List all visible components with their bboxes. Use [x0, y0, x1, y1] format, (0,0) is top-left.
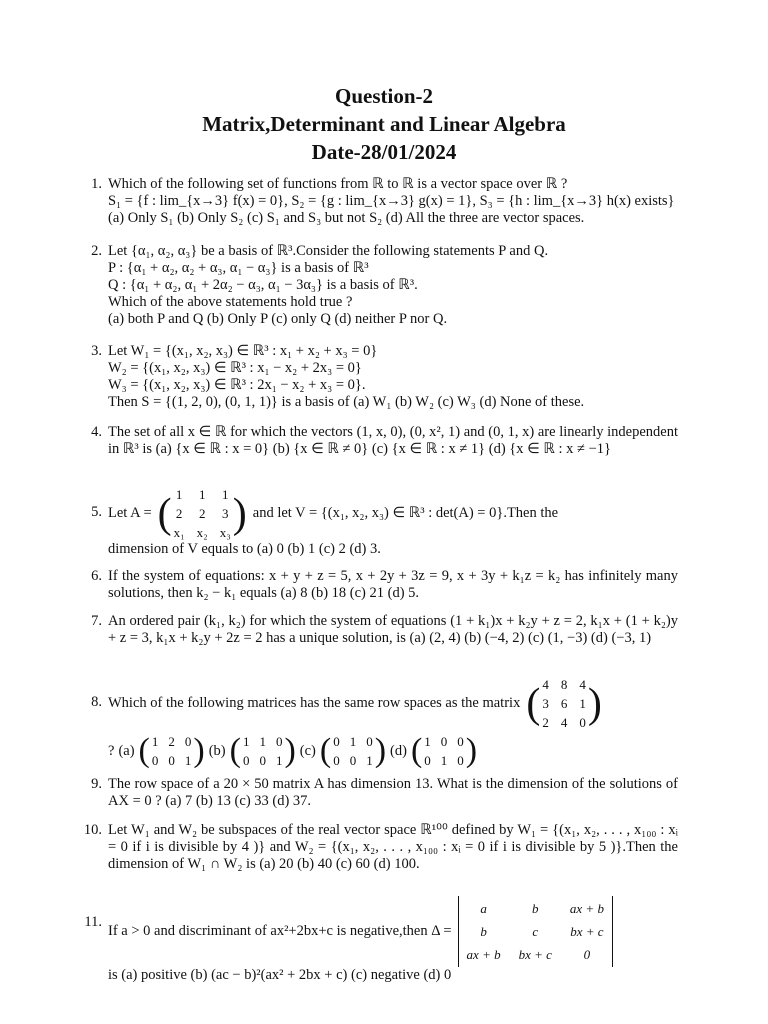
matrix-cell: x₁ — [173, 525, 185, 540]
question-8 — [91, 676, 678, 769]
matrix-cell: 1 — [184, 753, 192, 768]
question-3 — [91, 343, 678, 411]
doc-title: Question-2 — [334, 84, 433, 108]
question-text: Let A = — [108, 505, 152, 521]
option-b-label: (b) — [208, 742, 226, 759]
matrix-cell: 6 — [560, 696, 568, 711]
option-d-label: (d) — [390, 742, 407, 759]
matrix-cell: 2 — [198, 506, 206, 521]
question-2 — [91, 243, 678, 328]
matrix-cell: 0 — [151, 753, 159, 768]
answer-options: (a) Only S₁ (b) Only S₂ (c) S₁ and S₃ but not S₂ (d) All the three are vector spaces. — [108, 210, 585, 226]
question-text: Let W₁ = {(x₁, x₂, x₃) ∈ ℝ³ : x₁ + x₂ + x₃ = 0} — [108, 343, 378, 359]
matrix-cell: 1 — [424, 734, 431, 749]
option-c-label: (c) — [299, 742, 316, 759]
matrix-cell: 1 — [221, 487, 229, 502]
matrix-cell: x₂ — [196, 525, 208, 540]
det-cell: c — [532, 924, 539, 939]
det-cell: bx + c — [518, 947, 552, 962]
question-4 — [91, 424, 678, 458]
question-number: 4. — [91, 424, 102, 440]
question-text: S₁ = {f : lim_{x→3} f(x) = 0}, S₂ = {g : lim_{x→3} g(x) = 1}, S₃ = {h : lim_{x→3} h(x) exists} — [108, 193, 675, 209]
matrix-cell: 0 — [333, 753, 340, 768]
matrix-cell: 1 — [366, 753, 373, 768]
matrix-cell: 0 — [457, 753, 464, 768]
question-10 — [83, 822, 678, 873]
question-text: W₂ = {(x₁, x₂, x₃) ∈ ℝ³ : x₁ − x₂ + 2x₃ = 0} — [108, 360, 362, 376]
matrix-cell: 2 — [175, 506, 183, 521]
matrix-cell: 0 — [184, 734, 192, 749]
matrix-cell: 1 — [579, 696, 586, 711]
question-text: P : {α₁ + α₂, α₂ + α₃, α₁ − α₃} is a basis of ℝ³ — [108, 260, 369, 276]
question-number: 9. — [91, 776, 102, 792]
matrix-cell: 0 — [440, 734, 448, 749]
question-mark: ? — [108, 742, 115, 759]
matrix-cell: 1 — [349, 734, 357, 749]
option-c-matrix: ( 0 1 0 0 0 1 ) — [319, 732, 387, 769]
matrix-cell: 1 — [440, 753, 448, 768]
matrix-cell: 1 — [151, 734, 159, 749]
answer-options: dimension of V equals to (a) 0 (b) 1 (c) 2 (d) 3. — [108, 541, 381, 557]
question-text: Which of the following matrices has the same row spaces as the matrix — [108, 695, 521, 711]
det-cell: a — [480, 901, 487, 916]
matrix-cell: 4 — [542, 677, 549, 692]
question-number: 7. — [91, 613, 102, 629]
matrix-a: ( 1 1 1 2 2 3 x₁ x₂ x₃ ) — [157, 487, 247, 540]
doc-date: Date-28/01/2024 — [311, 140, 457, 164]
matrix-cell: 0 — [424, 753, 431, 768]
matrix-cell: 8 — [560, 677, 568, 692]
question-5 — [91, 486, 678, 558]
matrix-cell: 4 — [560, 715, 568, 730]
question-number: 10. — [83, 822, 102, 838]
matrix-cell: 3 — [221, 506, 229, 521]
doc-subject: Matrix,Determinant and Linear Algebra — [202, 112, 566, 136]
question-text: If a > 0 and discriminant of ax²+2bx+c is negative,then Δ = — [108, 923, 452, 939]
determinant — [458, 896, 613, 967]
det-cell: 0 — [583, 947, 591, 962]
question-text: If the system of equations: x + y + z = 5, x + 2y + 3z = 9, x + 3y + k₁z = k₂ has infinitely many solutions, then k₂ − k₁ equals (a) 8 (b) 18 (c) 21 (d) 5. — [108, 568, 678, 601]
det-cell: ax + b — [466, 947, 501, 962]
det-cell: ax + b — [569, 901, 604, 916]
matrix-cell: 0 — [242, 753, 250, 768]
answer-options: is (a) positive (b) (ac − b)²(ax² + 2bx + c) (c) negative (d) 0 — [108, 967, 452, 983]
matrix-cell: 1 — [175, 487, 183, 502]
reference-matrix: ( 4 8 4 3 6 1 2 4 0 ) — [526, 677, 602, 730]
question-9 — [91, 776, 678, 810]
matrix-cell: 0 — [457, 734, 464, 749]
question-7 — [91, 613, 678, 647]
question-text: Q : {α₁ + α₂, α₁ + 2α₂ − α₃, α₁ − 3α₃} is a basis of ℝ³. — [108, 277, 418, 293]
matrix-cell: 1 — [198, 487, 206, 502]
matrix-cell: 1 — [275, 753, 283, 768]
answer-options: Then S = {(1, 2, 0), (0, 1, 1)} is a basis of (a) W₁ (b) W₂ (c) W₃ (d) None of these. — [108, 394, 585, 410]
option-a-label: (a) — [118, 742, 135, 759]
matrix-cell: 2 — [168, 734, 175, 749]
matrix-cell: 0 — [366, 734, 373, 749]
matrix-cell: 0 — [349, 753, 357, 768]
matrix-cell: x₃ — [219, 525, 231, 540]
question-text: and let V = {(x₁, x₂, x₃) ∈ ℝ³ : det(A) = 0}.Then the — [252, 505, 559, 521]
matrix-cell: 1 — [259, 734, 266, 749]
question-number: 11. — [84, 914, 102, 930]
question-11 — [84, 896, 678, 984]
matrix-cell: 0 — [259, 753, 266, 768]
question-text: Which of the following set of functions from ℝ to ℝ is a vector space over ℝ ? — [108, 176, 568, 192]
matrix-cell: 0 — [168, 753, 175, 768]
option-b-matrix: ( 1 1 0 0 0 1 ) — [229, 732, 296, 769]
question-text: Let {α₁, α₂, α₃} be a basis of ℝ³.Consider the following statements P and Q. — [108, 243, 549, 259]
question-text: The set of all x ∈ ℝ for which the vectors (1, x, 0), (0, x², 1) and (0, 1, x) are linearly independent in ℝ³ is (a) {x ∈ ℝ : x = 0} (b) {x ∈ ℝ ≠ 0} (c) {x ∈ ℝ : x ≠ 1} (d) {x ∈ ℝ : x ≠ −1} — [108, 424, 678, 457]
matrix-cell: 4 — [579, 677, 586, 692]
matrix-cell: 0 — [275, 734, 283, 749]
question-number: 1. — [91, 176, 102, 192]
det-cell: bx + c — [570, 924, 604, 939]
question-number: 6. — [91, 568, 102, 584]
question-text: The row space of a 20 × 50 matrix A has dimension 13. What is the dimension of the solutions of AX = 0 ? (a) 7 (b) 13 (c) 33 (d) 37. — [108, 776, 678, 809]
question-number: 2. — [91, 243, 102, 259]
question-text: W₃ = {(x₁, x₂, x₃) ∈ ℝ³ : 2x₁ − x₂ + x₃ = 0}. — [108, 377, 366, 393]
matrix-cell: 0 — [333, 734, 340, 749]
option-d-matrix: ( 1 0 0 0 1 0 ) — [410, 732, 478, 769]
matrix-cell: 2 — [542, 715, 549, 730]
question-6 — [91, 568, 678, 602]
question-number: 5. — [91, 504, 102, 520]
matrix-cell: 3 — [542, 696, 549, 711]
question-text: An ordered pair (k₁, k₂) for which the system of equations (1 + k₁)x + k₂y + z = 2, k₁x + (1 + k₂)y + z = 3, k₁x + k₂y + 2z = 2 has a unique solution, is (a) (2, 4) (b) (−4, 2) (c) (1, −3) (d) (−3, 1) — [108, 613, 678, 646]
question-number: 8. — [91, 694, 102, 710]
matrix-cell: 1 — [242, 734, 250, 749]
answer-options: (a) both P and Q (b) Only P (c) only Q (d) neither P nor Q. — [108, 311, 448, 327]
det-cell: b — [532, 901, 539, 916]
question-number: 3. — [91, 343, 102, 359]
option-a-matrix: ( 1 2 0 0 0 1 ) — [138, 732, 205, 769]
matrix-cell: 0 — [579, 715, 586, 730]
det-cell: b — [480, 924, 487, 939]
question-text: Let W₁ and W₂ be subspaces of the real vector space ℝ¹⁰⁰ defined by W₁ = {(x₁, x₂, . . . , x₁₀₀ : xᵢ = 0 if i is divisible by 4 )} and W₂ = {(x₁, x₂, . . . , x₁₀₀ : xᵢ = 0 if i is divisible by 5 )}.Then the dimension of W₁ ∩ W₂ is (a) 20 (b) 40 (c) 60 (d) 100. — [108, 822, 678, 872]
question-1 — [91, 176, 678, 227]
question-text: Which of the above statements hold true ? — [108, 294, 353, 310]
